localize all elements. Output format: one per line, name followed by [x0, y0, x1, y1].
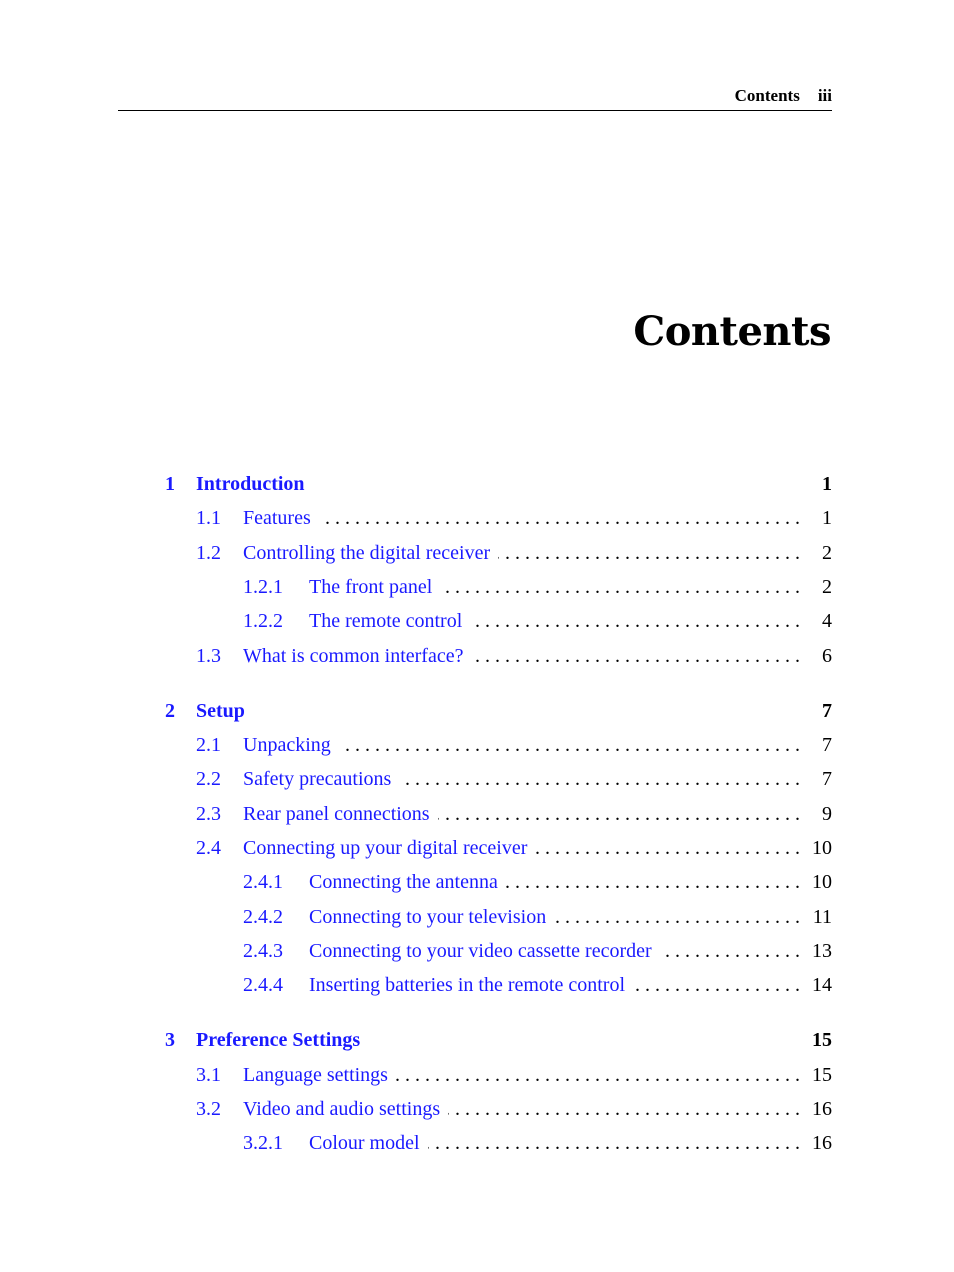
toc-entry-number[interactable]: 3 [165, 1025, 175, 1055]
toc-entry-label[interactable]: Connecting to your video cassette recorder [309, 936, 652, 966]
toc-leader-dots [438, 799, 800, 829]
toc-leader-dots [428, 1128, 800, 1158]
toc-entry[interactable] [0, 764, 954, 794]
toc-leader-dots [448, 1094, 800, 1124]
toc-leader-dots [471, 641, 800, 671]
toc-entry-label[interactable]: Safety precautions [243, 764, 391, 794]
toc-entry-label[interactable]: Connecting up your digital receiver [243, 833, 527, 863]
toc-entry-number[interactable]: 1 [165, 469, 175, 499]
toc-entry-number[interactable]: 1.2.2 [243, 606, 283, 636]
toc-leader-dots [339, 730, 800, 760]
toc-leader-dots [535, 833, 800, 863]
toc-entry-page: 16 [812, 1098, 832, 1120]
toc-entry[interactable] [0, 503, 954, 533]
toc-entry-label[interactable]: Unpacking [243, 730, 331, 760]
toc-entry[interactable] [0, 833, 954, 863]
toc-entry-number[interactable]: 2.4.3 [243, 936, 283, 966]
toc-entry-label[interactable]: Connecting to your television [309, 902, 546, 932]
toc-leader-dots [660, 936, 800, 966]
toc-entry-page: 13 [812, 940, 832, 962]
header-page-number: iii [817, 86, 832, 105]
toc-entry-number[interactable]: 2 [165, 696, 175, 726]
toc-entry-label[interactable]: Preference Settings [196, 1025, 360, 1055]
toc-entry[interactable] [0, 867, 954, 897]
toc-entry[interactable] [0, 696, 954, 726]
toc-entry-label[interactable]: What is common interface? [243, 641, 463, 671]
toc-entry[interactable] [0, 641, 954, 671]
toc-entry-number[interactable]: 2.2 [196, 764, 221, 794]
toc-entry-number[interactable]: 1.2 [196, 538, 221, 568]
toc-entry-page: 15 [812, 1029, 832, 1051]
toc-entry[interactable] [0, 1025, 954, 1055]
toc-entry-number[interactable]: 2.4.2 [243, 902, 283, 932]
toc-entry-page: 1 [822, 507, 832, 529]
toc-entry-number[interactable]: 2.4 [196, 833, 221, 863]
toc-entry[interactable] [0, 1128, 954, 1158]
toc-entry-label[interactable]: Setup [196, 696, 245, 726]
toc-entry[interactable] [0, 799, 954, 829]
toc-entry[interactable] [0, 538, 954, 568]
toc-entry-page: 14 [812, 974, 832, 996]
toc-entry-number[interactable]: 1.2.1 [243, 572, 283, 602]
toc-entry-number[interactable]: 3.2 [196, 1094, 221, 1124]
toc-leader-dots [396, 1060, 800, 1090]
toc-entry-number[interactable]: 2.4.1 [243, 867, 283, 897]
toc-entry-page: 16 [812, 1132, 832, 1154]
toc-entry-page: 10 [812, 871, 832, 893]
toc-entry-label[interactable]: The remote control [309, 606, 462, 636]
toc-entry[interactable] [0, 970, 954, 1000]
toc-entry-label[interactable]: Video and audio settings [243, 1094, 440, 1124]
toc-entry-label[interactable]: Controlling the digital receiver [243, 538, 490, 568]
toc-entry-number[interactable]: 2.1 [196, 730, 221, 760]
toc-entry[interactable] [0, 606, 954, 636]
toc-entry-number[interactable]: 3.1 [196, 1060, 221, 1090]
toc-leader-dots [470, 606, 800, 636]
toc-leader-dots [633, 970, 800, 1000]
toc-entry-page: 2 [822, 542, 832, 564]
toc-entry[interactable] [0, 469, 954, 499]
toc-entry-label[interactable]: Introduction [196, 469, 305, 499]
toc-entry-page: 9 [822, 803, 832, 825]
toc-entry-page: 7 [822, 700, 832, 722]
toc-entry-page: 10 [812, 837, 832, 859]
toc-entry-number[interactable]: 3.2.1 [243, 1128, 283, 1158]
toc-leader-dots [399, 764, 800, 794]
toc-entry-page: 15 [812, 1064, 832, 1086]
toc-entry-page: 1 [822, 473, 832, 495]
toc-entry-label[interactable]: Connecting the antenna [309, 867, 498, 897]
toc-entry[interactable] [0, 936, 954, 966]
toc-entry[interactable] [0, 1060, 954, 1090]
toc-entry-label[interactable]: The front panel [309, 572, 432, 602]
toc-entry-label[interactable]: Language settings [243, 1060, 388, 1090]
toc-entry-page: 7 [822, 734, 832, 756]
toc-entry-page: 7 [822, 768, 832, 790]
toc-leader-dots [554, 902, 800, 932]
toc-leader-dots [440, 572, 800, 602]
toc-entry-number[interactable]: 1.3 [196, 641, 221, 671]
toc-leader-dots [319, 503, 800, 533]
toc-entry-page: 6 [822, 645, 832, 667]
toc-entry-number[interactable]: 2.4.4 [243, 970, 283, 1000]
page-title: Contents [633, 308, 831, 355]
running-title: Contents [734, 86, 800, 105]
toc-leader-dots [506, 867, 800, 897]
toc-entry-number[interactable]: 2.3 [196, 799, 221, 829]
toc-entry-label[interactable]: Rear panel connections [243, 799, 430, 829]
toc-entry-number[interactable]: 1.1 [196, 503, 221, 533]
toc-entry[interactable] [0, 730, 954, 760]
toc-entry-label[interactable]: Features [243, 503, 311, 533]
toc-entry-page: 2 [822, 576, 832, 598]
toc-entry-label[interactable]: Colour model [309, 1128, 420, 1158]
toc-entry-page: 4 [822, 610, 832, 632]
toc-leader-dots [498, 538, 800, 568]
toc-entry-page: 11 [812, 906, 832, 928]
toc-entry[interactable] [0, 902, 954, 932]
toc-entry-label[interactable]: Inserting batteries in the remote control [309, 970, 625, 1000]
toc-entry[interactable] [0, 572, 954, 602]
toc-entry[interactable] [0, 1094, 954, 1124]
